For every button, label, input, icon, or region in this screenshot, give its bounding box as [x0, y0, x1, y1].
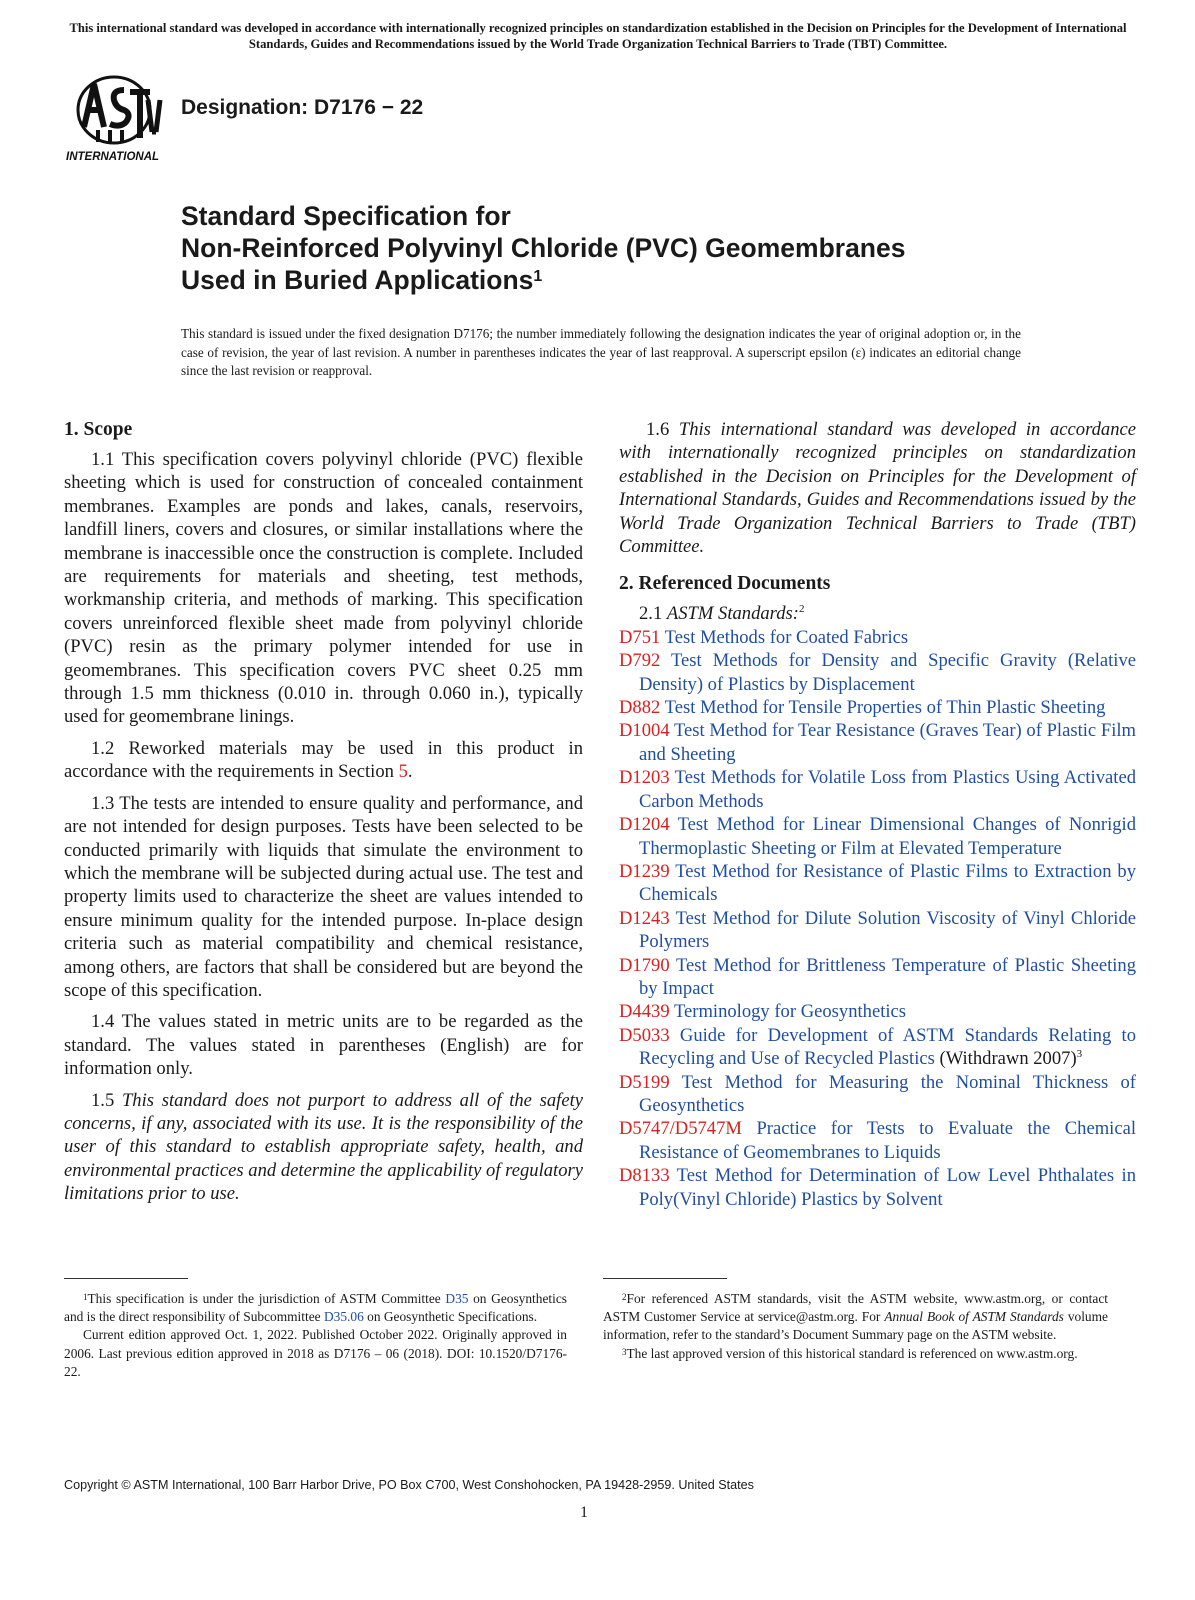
- scope-1-2-end: .: [407, 761, 413, 783]
- scope-1-6-num: 1.6: [646, 419, 679, 440]
- reference-title-link[interactable]: Guide for Development of ASTM Standards Relating to Recycling and Use of Recycled Plastics: [639, 1024, 1136, 1070]
- ref-intro-text: ASTM Standards:: [666, 603, 799, 625]
- subcommittee-d35-06-link[interactable]: D35.06: [323, 1309, 364, 1325]
- reference-item: [619, 1000, 1136, 1023]
- footnote-2-part-b: volume information, refer to the standard’s Document Summary page on the ASTM website.: [603, 1309, 1108, 1343]
- reference-title-link[interactable]: Test Method for Dilute Solution Viscosity of Vinyl Chloride Polymers: [639, 907, 1136, 953]
- footnote-2-book-title: Annual Book of ASTM Standards: [884, 1309, 1064, 1325]
- reference-code-link[interactable]: D792: [619, 650, 661, 672]
- copyright-line: Copyright © ASTM International, 100 Barr Harbor Drive, PO Box C700, West Conshohocken, PA 19428-2959. United States: [64, 1478, 754, 1492]
- footnote-rule-right: [603, 1278, 727, 1279]
- document-title: [181, 200, 1081, 296]
- reference-title-link[interactable]: Test Method for Brittleness Temperature of Plastic Sheeting by Impact: [639, 954, 1137, 999]
- footnote-1-part-b: on Geosynthetics and is the direct responsibility of Subcommittee: [64, 1291, 568, 1325]
- reference-title-link[interactable]: Test Methods for Volatile Loss from Plastics Using Activated Carbon Methods: [639, 767, 1136, 812]
- reference-title-link[interactable]: Terminology for Geosynthetics: [673, 1001, 907, 1023]
- referenced-documents-heading: 2. Referenced Documents: [619, 573, 831, 595]
- reference-title-link[interactable]: Test Method for Tensile Properties of Thin Plastic Sheeting: [664, 697, 1106, 719]
- astm-logo: [64, 72, 166, 164]
- scope-paragraph-1-4: 1.4 The values stated in metric units are to be regarded as the standard. The values stated in parentheses (English) are for information only.: [64, 1011, 583, 1080]
- reference-item: [619, 719, 1136, 766]
- issue-note: This standard is issued under the fixed designation D7176; the number immediately following the designation indicates the year of original adoption or, in the case of revision, the year of last revision. A number in parentheses indicates the year of last reapproval. A superscript epsilon (ε) indicates an editorial change since the last revision or reapproval.: [181, 326, 1021, 378]
- reference-title-link[interactable]: Test Method for Resistance of Plastic Films to Extraction by Chemicals: [639, 860, 1137, 906]
- footnote-2: [603, 1290, 1108, 1345]
- reference-code-link[interactable]: D1243: [619, 907, 670, 929]
- designation: Designation: D7176 − 22: [181, 96, 424, 119]
- footnote-2-mark: 2: [622, 1292, 627, 1302]
- reference-item: [619, 1164, 1136, 1211]
- title-line-3-text: Used in Buried Applications: [181, 265, 534, 295]
- section-5-link[interactable]: 5: [398, 761, 408, 783]
- footnote-3-mark: 3: [622, 1346, 627, 1357]
- title-line-3: [181, 264, 1081, 296]
- reference-title-link[interactable]: Practice for Tests to Evaluate the Chemical Resistance of Geomembranes to Liquids: [639, 1118, 1136, 1163]
- ref-intro-footnote-mark[interactable]: 2: [798, 603, 805, 616]
- astm-standards-intro: [619, 602, 1136, 625]
- reference-code-link[interactable]: D882: [619, 697, 661, 719]
- reference-code-link[interactable]: D1790: [619, 954, 670, 976]
- title-line-2: Non-Reinforced Polyvinyl Chloride (PVC) Geomembranes: [181, 233, 906, 263]
- footnote-3: [603, 1345, 1108, 1363]
- footnote-1: [64, 1290, 567, 1326]
- reference-title-link[interactable]: Test Method for Linear Dimensional Changes of Nonrigid Thermoplastic Sheeting or Film at Elevated Temperature: [639, 814, 1136, 859]
- reference-title-link[interactable]: Test Method for Determination of Low Level Phthalates in Poly(Vinyl Chloride) Plastics by Solvent: [639, 1165, 1136, 1210]
- page-number: 1: [580, 1504, 588, 1521]
- title-footnote-mark[interactable]: 1: [533, 268, 543, 285]
- reference-item: [619, 1024, 1136, 1071]
- reference-item: [619, 766, 1136, 813]
- reference-item: [619, 1117, 1136, 1164]
- reference-title-link[interactable]: Test Methods for Density and Specific Gravity (Relative Density) of Plastics by Displacement: [639, 650, 1136, 695]
- footnote-2-part-a: For referenced ASTM standards, visit the ASTM website, www.astm.org, or contact ASTM Customer Service at service@astm.org. For: [603, 1291, 1108, 1325]
- footnotes-right: [603, 1290, 1108, 1363]
- reference-title-link[interactable]: Test Method for Measuring the Nominal Thickness of Geosynthetics: [639, 1071, 1136, 1116]
- reference-item: [619, 907, 1136, 954]
- footnote-rule-left: [64, 1278, 188, 1279]
- reference-code-link[interactable]: D1239: [619, 860, 670, 882]
- right-column: [619, 418, 1136, 1211]
- astm-logo-icon: [64, 72, 166, 164]
- logo-subtext: INTERNATIONAL: [66, 151, 160, 163]
- scope-1-2-text: 1.2 Reworked materials may be used in this product in accordance with the requirements in Section: [64, 737, 583, 783]
- scope-1-6-text: This international standard was developed in accordance with internationally recognized principles on standardization established in the Decision on Principles for the Development of International Standards, Guides and Recommendations issued by the World Trade Organization Technical Barriers to Trade (TBT) Committee.: [619, 419, 1137, 558]
- reference-code-link[interactable]: D1203: [619, 767, 670, 789]
- referenced-documents-list: [619, 626, 1136, 1211]
- reference-item: [619, 696, 1136, 719]
- reference-item: [619, 860, 1136, 907]
- reference-code-link[interactable]: D8133: [619, 1165, 670, 1187]
- footnote-1-edition: Current edition approved Oct. 1, 2022. Published October 2022. Originally approved in 2006. Last previous edition approved in 2018 as D7176 – 06 (2018). DOI: 10.1520/D7176-22.: [64, 1327, 567, 1379]
- scope-paragraph-1-1: 1.1 This specification covers polyvinyl chloride (PVC) flexible sheeting which is used for construction of concealed containment membranes. Examples are ponds and lakes, canals, reservoirs, landfill liners, covers and closures, or similar installations where the membrane is inaccessible once the construction is complete. Included are requirements for materials and sheeting, test methods, workmanship criteria, and methods of marking. This specification covers unreinforced flexible sheet made from polyvinyl chloride (PVC) resin as the primary polymer intended for use in geomembranes. This specification covers PVC sheet 0.25 mm through 1.5 mm thickness (0.010 in. through 0.060 in.), typically used for geomembrane linings.: [64, 449, 583, 728]
- reference-code-link[interactable]: D4439: [619, 1001, 670, 1023]
- footnote-1-mark: 1: [83, 1292, 88, 1302]
- reference-code-link[interactable]: D751: [619, 626, 661, 648]
- reference-code-link[interactable]: D5747/D5747M: [619, 1118, 742, 1140]
- footnote-1-part-a: This specification is under the jurisdiction of ASTM Committee: [87, 1291, 446, 1306]
- reference-item: [619, 954, 1136, 1001]
- left-column: [64, 418, 583, 1214]
- scope-heading: 1. Scope: [64, 419, 133, 440]
- ref-intro-num: 2.1: [639, 603, 667, 625]
- committee-d35-link[interactable]: D35: [445, 1291, 469, 1306]
- footnotes-left: [64, 1290, 567, 1381]
- reference-code-link[interactable]: D1004: [619, 720, 670, 742]
- title-line-1: Standard Specification for: [181, 201, 511, 231]
- scope-1-5-num: 1.5: [91, 1089, 122, 1111]
- scope-paragraph-1-6: [619, 418, 1136, 558]
- scope-paragraph-1-5: [64, 1089, 583, 1206]
- reference-title-link[interactable]: Test Method for Tear Resistance (Graves Tear) of Plastic Film and Sheeting: [639, 720, 1136, 765]
- reference-title-link[interactable]: Test Methods for Coated Fabrics: [664, 626, 909, 648]
- reference-footnote-mark[interactable]: 3: [1076, 1048, 1083, 1061]
- top-notice: This international standard was developed in accordance with internationally recognized principles on standardization established in the Decision on Principles for the Development of International Standards, Guides and Recommendations issued by the World Trade Organization Technical Barriers to Trade (TBT) Committee.: [69, 21, 1127, 51]
- reference-code-link[interactable]: D5199: [619, 1071, 670, 1093]
- reference-suffix: (Withdrawn 2007): [934, 1048, 1077, 1070]
- reference-item: [619, 626, 1136, 649]
- footnote-3-text: The last approved version of this historical standard is referenced on www.astm.org.: [626, 1345, 1078, 1361]
- footnote-1-part-c: on Geosynthetic Specifications.: [363, 1309, 538, 1325]
- scope-paragraph-1-2: [64, 737, 583, 784]
- reference-item: [619, 1071, 1136, 1118]
- reference-code-link[interactable]: D5033: [619, 1024, 670, 1046]
- reference-item: [619, 649, 1136, 696]
- reference-code-link[interactable]: D1204: [619, 814, 670, 836]
- scope-1-5-text: This standard does not purport to address all of the safety concerns, if any, associated with its use. It is the responsibility of the user of this standard to establish appropriate safety, health, and environmental practices and determine the applicability of regulatory limitations prior to use.: [64, 1089, 583, 1205]
- reference-item: [619, 813, 1136, 860]
- scope-paragraph-1-3: 1.3 The tests are intended to ensure quality and performance, and are not intended for design purposes. Tests have been selected to be conducted primarily with liquids that simulate the environment to which the membrane will be subjected during actual use. The test and property limits used to characterize the sheet are values intended to ensure minimum quality for the intended purpose. In-place design criteria such as material compatibility and chemical resistance, among others, are factors that shall be considered but are beyond the scope of this specification.: [64, 792, 583, 1001]
